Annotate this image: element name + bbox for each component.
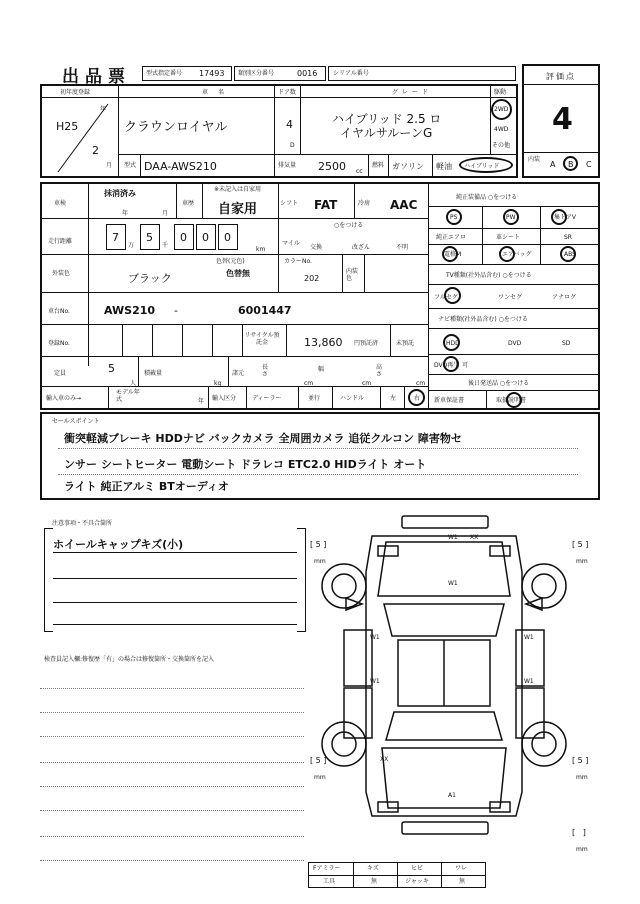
reg-no-label: 登録No. bbox=[48, 340, 70, 347]
mark-rear-fender-xx: XX bbox=[380, 756, 389, 763]
shaken-month: 月 bbox=[162, 210, 169, 217]
color-no: 202 bbox=[304, 274, 320, 283]
notes-box bbox=[44, 528, 306, 632]
width-cm: cm bbox=[362, 380, 372, 387]
color-change-value: 色替無 bbox=[226, 269, 250, 278]
navi-dvd: DVD bbox=[508, 340, 522, 347]
score-label: 評価点 bbox=[546, 72, 576, 81]
equip-abs: ABS bbox=[564, 251, 576, 258]
dvd-play-circle bbox=[443, 356, 459, 372]
mileage-d1: 7 bbox=[112, 231, 119, 244]
color-change-label: 色替(元色) bbox=[216, 258, 245, 265]
legend-h3: ヒビ bbox=[411, 865, 424, 872]
legend-r2: 無 bbox=[371, 878, 378, 885]
tv-fullseg-circle bbox=[444, 287, 461, 304]
tv-fullseg: フルセグ bbox=[434, 294, 458, 301]
type-label: 型式 bbox=[124, 162, 137, 169]
mark-hood-w1: W1 bbox=[448, 580, 458, 587]
serial-label: シリアル番号 bbox=[333, 70, 369, 77]
chassis-dash: - bbox=[174, 304, 178, 317]
sales-line-1: 衝突軽減ブレーキ HDDナビ バックカメラ 全周囲カメラ 追従クルコン 障害物セ bbox=[64, 432, 462, 445]
shaken-label: 車検 bbox=[54, 200, 67, 207]
displacement-label: 排気量 bbox=[278, 162, 297, 169]
interior-b: B bbox=[568, 160, 574, 169]
usage-note: ※未記入は自家用 bbox=[214, 186, 262, 193]
mileage-label: 走行距離 bbox=[48, 238, 73, 245]
notes-label: 注意事項・不具合箇所 bbox=[52, 520, 113, 527]
model-cert-no: 17493 bbox=[199, 69, 225, 78]
name-label: 車名 bbox=[202, 89, 235, 96]
legend-h4: ワレ bbox=[455, 865, 468, 872]
tread-rl-bracket: [ 5 ] bbox=[310, 756, 327, 765]
legend-r1: 工具 bbox=[323, 878, 336, 885]
mileage-unit: km bbox=[256, 246, 266, 253]
equip-door-circle bbox=[551, 209, 567, 225]
shaken-year: 年 bbox=[122, 210, 129, 217]
equip-ps: PS bbox=[450, 214, 458, 221]
handle-label: ハンドル bbox=[340, 395, 365, 402]
recycle-none: 未預託 bbox=[396, 340, 415, 347]
tread-spare-unit: mm bbox=[576, 846, 588, 853]
equip-sr: SR bbox=[564, 234, 572, 241]
mark-rear-bumper-a1: A1 bbox=[448, 792, 456, 799]
displacement-value: 2500 bbox=[318, 160, 346, 173]
legend-r4: 無 bbox=[459, 878, 466, 885]
navi-sd: SD bbox=[562, 340, 571, 347]
mileage-cell-4 bbox=[196, 224, 216, 250]
grade-line2: イヤルサルーンG bbox=[340, 126, 433, 140]
equip-mirror-circle bbox=[442, 246, 458, 262]
after-title: 後日発送品 ○をつける bbox=[468, 380, 530, 387]
inspection-block bbox=[40, 182, 600, 410]
sales-label: セールスポイント bbox=[52, 418, 100, 425]
mileage-cell-2 bbox=[140, 224, 160, 250]
drive-label: 駆動 bbox=[494, 89, 507, 96]
tread-rr-bracket: [ 5 ] bbox=[572, 756, 589, 765]
tread-spare-bracket: [ ] bbox=[572, 828, 586, 837]
interior-label: 内装 bbox=[528, 156, 541, 163]
mark-front-bumper-w1: W1 bbox=[448, 534, 458, 541]
first-reg-label: 初年度登録 bbox=[60, 89, 91, 96]
drive-other: その他 bbox=[492, 142, 511, 149]
mileage-cell-1 bbox=[106, 224, 126, 250]
interior-b-circle bbox=[563, 156, 578, 171]
model-year-label: モデル年式 bbox=[116, 389, 140, 403]
form-title: 出品票 bbox=[62, 67, 131, 87]
capacity: 5 bbox=[108, 362, 115, 375]
length-cm: cm bbox=[304, 380, 314, 387]
width-label: 幅 bbox=[318, 366, 325, 373]
tread-fl-unit: mm bbox=[314, 558, 326, 565]
mark-left-rear-door-w1: W1 bbox=[370, 678, 380, 685]
height-cm: cm bbox=[416, 380, 426, 387]
recycle-value: 13,860 bbox=[304, 336, 343, 349]
model-cert-label: 型式指定番号 bbox=[146, 70, 183, 77]
drive-4wd: 4WD bbox=[494, 126, 509, 133]
mileage-d5: 0 bbox=[224, 231, 231, 244]
sales-line-3: ライト 純正アルミ BTオーディオ bbox=[64, 480, 229, 493]
tread-fl-bracket: [ 5 ] bbox=[310, 540, 327, 549]
shift-value: FAT bbox=[314, 198, 338, 212]
equip-pw: PW bbox=[506, 214, 516, 221]
door-suffix: D bbox=[290, 142, 295, 149]
dvd-play-yes: 可 bbox=[462, 362, 469, 369]
mileage-d4: 0 bbox=[202, 231, 209, 244]
door-label: ドア数 bbox=[278, 89, 296, 96]
load-label: 積載量 bbox=[144, 370, 163, 377]
usage-label: 車歴 bbox=[182, 200, 195, 207]
handle-right: 右 bbox=[414, 395, 421, 402]
equip-airbag: エアバッグ bbox=[502, 251, 532, 258]
mileage-d2: 5 bbox=[146, 231, 153, 244]
month-unit: 月 bbox=[106, 162, 113, 169]
fuel-label: 燃料 bbox=[372, 162, 385, 169]
load-unit: kg bbox=[214, 380, 222, 387]
tread-fr: 5 bbox=[577, 540, 583, 549]
tv-analog: アナログ bbox=[552, 294, 577, 301]
fuel-gasoline: ガソリン bbox=[392, 162, 424, 171]
class-no-label: 類別区分番号 bbox=[238, 70, 275, 77]
fuel-hybrid-circle bbox=[459, 157, 513, 173]
tread-rl-unit: mm bbox=[314, 774, 326, 781]
class-no-box bbox=[234, 66, 326, 81]
navi-title: ナビ種類(社外品含む) ○をつける bbox=[438, 316, 528, 323]
chassis-label: 車台No. bbox=[48, 308, 70, 315]
equip-door: 集ドアV bbox=[554, 214, 576, 221]
import-class-label: 輸入区分 bbox=[212, 395, 237, 402]
serial-box bbox=[328, 66, 516, 81]
grade-line1: ハイブリッド 2.5 ロ bbox=[332, 112, 442, 126]
after-manual-circle bbox=[506, 392, 522, 408]
navi-hdd: HDD bbox=[446, 340, 460, 347]
meter-opt-3: 不明 bbox=[396, 244, 409, 251]
tread-fr-unit: mm bbox=[576, 558, 588, 565]
mileage-cell-5 bbox=[218, 224, 238, 250]
first-reg-year: H25 bbox=[56, 120, 79, 133]
mileage-cell-3 bbox=[174, 224, 194, 250]
ac-label: 冷房 bbox=[358, 200, 371, 207]
chassis-no: 6001447 bbox=[238, 304, 292, 317]
mileage-u1: 万 bbox=[128, 242, 135, 249]
capacity-unit: 人 bbox=[130, 380, 137, 387]
equip-aero: 純正エアロ bbox=[436, 234, 467, 241]
equip-abs-circle bbox=[560, 246, 576, 262]
meter-note: ○をつける bbox=[334, 222, 364, 229]
length-label: 長さ bbox=[262, 364, 269, 378]
year-unit: 年 bbox=[100, 106, 107, 113]
recycle-unit: 円預託済 bbox=[354, 340, 379, 347]
meter-opt-1: 交換 bbox=[310, 244, 323, 251]
model-year-unit: 年 bbox=[198, 398, 205, 405]
equip-leather: 革シート bbox=[496, 234, 521, 241]
mark-right-front-door-w1: W1 bbox=[524, 634, 534, 641]
color-label: 外装色 bbox=[52, 270, 71, 277]
fuel-hybrid: ハイブリッド bbox=[464, 163, 500, 170]
chassis-prefix: AWS210 bbox=[104, 304, 156, 317]
ac-value: AAC bbox=[390, 198, 418, 212]
score-value: 4 bbox=[552, 102, 573, 137]
legend-r3: ジャッキ bbox=[405, 878, 429, 885]
sales-line-2: ンサー シートヒーター 電動シート ドラレコ ETC2.0 HIDライト オート bbox=[64, 458, 427, 471]
import-dealer: ディーラー bbox=[252, 395, 282, 402]
legend-table bbox=[308, 862, 486, 888]
mark-front-bumper-xx: XX bbox=[470, 534, 479, 541]
legend-h2: キズ bbox=[367, 865, 379, 872]
interior-color-label: 内装色 bbox=[346, 268, 359, 282]
mileage-u2: 千 bbox=[162, 242, 169, 249]
tv-oneseg: ワンセグ bbox=[498, 294, 523, 301]
grade-label: グレード bbox=[392, 89, 433, 96]
import-label: 輸入車のみ→ bbox=[46, 395, 82, 402]
tread-rr: 5 bbox=[577, 756, 583, 765]
color-value: ブラック bbox=[128, 272, 172, 285]
equip-mirror: 電格M bbox=[444, 251, 462, 258]
model-cert-box bbox=[142, 66, 232, 81]
vehicle-name: クラウンロイヤル bbox=[124, 120, 228, 135]
displacement-unit: cc bbox=[356, 168, 363, 175]
navi-hdd-circle bbox=[443, 334, 460, 351]
equip-airbag-circle bbox=[499, 246, 515, 262]
interior-a: A bbox=[550, 160, 556, 169]
score-box bbox=[522, 64, 600, 178]
tread-fl: 5 bbox=[315, 540, 321, 549]
dvd-play-label: DVD再生 bbox=[434, 362, 460, 369]
mileage-d3: 0 bbox=[180, 231, 187, 244]
inspector-label: 検査員記入欄:修復歴「有」の場合は修復箇所・交換箇所を記入 bbox=[44, 656, 215, 663]
equip-ps-circle bbox=[446, 209, 462, 225]
after-manual: 取扱説明書 bbox=[496, 397, 527, 404]
dims-label: 諸元 bbox=[232, 370, 245, 377]
tread-fr-bracket: [ 5 ] bbox=[572, 540, 589, 549]
genuine-title: 純正装備品 ○をつける bbox=[456, 194, 518, 201]
fuel-light: 軽油 bbox=[436, 162, 452, 171]
color-no-label: カラーNo. bbox=[284, 258, 312, 265]
door-count: 4 bbox=[286, 118, 293, 131]
drive-2wd: 2WD bbox=[494, 106, 509, 113]
capacity-label: 定員 bbox=[54, 370, 67, 377]
tread-rl: 5 bbox=[315, 756, 321, 765]
shaken-value: 抹消済み bbox=[104, 189, 136, 198]
handle-right-circle bbox=[408, 389, 425, 406]
tread-rr-unit: mm bbox=[576, 774, 588, 781]
tv-title: TV種類(社外品含む) ○をつける bbox=[446, 272, 532, 279]
drive-2wd-circle bbox=[491, 99, 512, 120]
type-value: DAA-AWS210 bbox=[144, 160, 217, 173]
first-reg-month: 2 bbox=[92, 144, 99, 157]
mark-left-front-door-w1: W1 bbox=[370, 634, 380, 641]
vehicle-block bbox=[40, 84, 518, 178]
handle-left: 左 bbox=[390, 395, 397, 402]
mark-right-rear-door-w1: W1 bbox=[524, 678, 534, 685]
notes-line-1: ホイールキャップキズ(小) bbox=[53, 538, 184, 551]
sales-points-block bbox=[40, 412, 600, 500]
after-warranty: 新車保証書 bbox=[434, 397, 465, 404]
class-no: 0016 bbox=[297, 69, 318, 78]
shift-label: シフト bbox=[280, 200, 299, 207]
recycle-label: リサイクル預託金 bbox=[244, 332, 280, 346]
legend-h1: Fアミラー bbox=[313, 865, 341, 872]
usage-value: 自家用 bbox=[218, 202, 258, 217]
mile-label: マイル bbox=[282, 240, 300, 247]
height-label: 高さ bbox=[376, 364, 383, 378]
import-parallel: 並行 bbox=[308, 395, 321, 402]
equip-pw-circle bbox=[503, 209, 519, 225]
meter-opt-2: 改ざん bbox=[352, 244, 371, 251]
interior-c: C bbox=[586, 160, 592, 169]
